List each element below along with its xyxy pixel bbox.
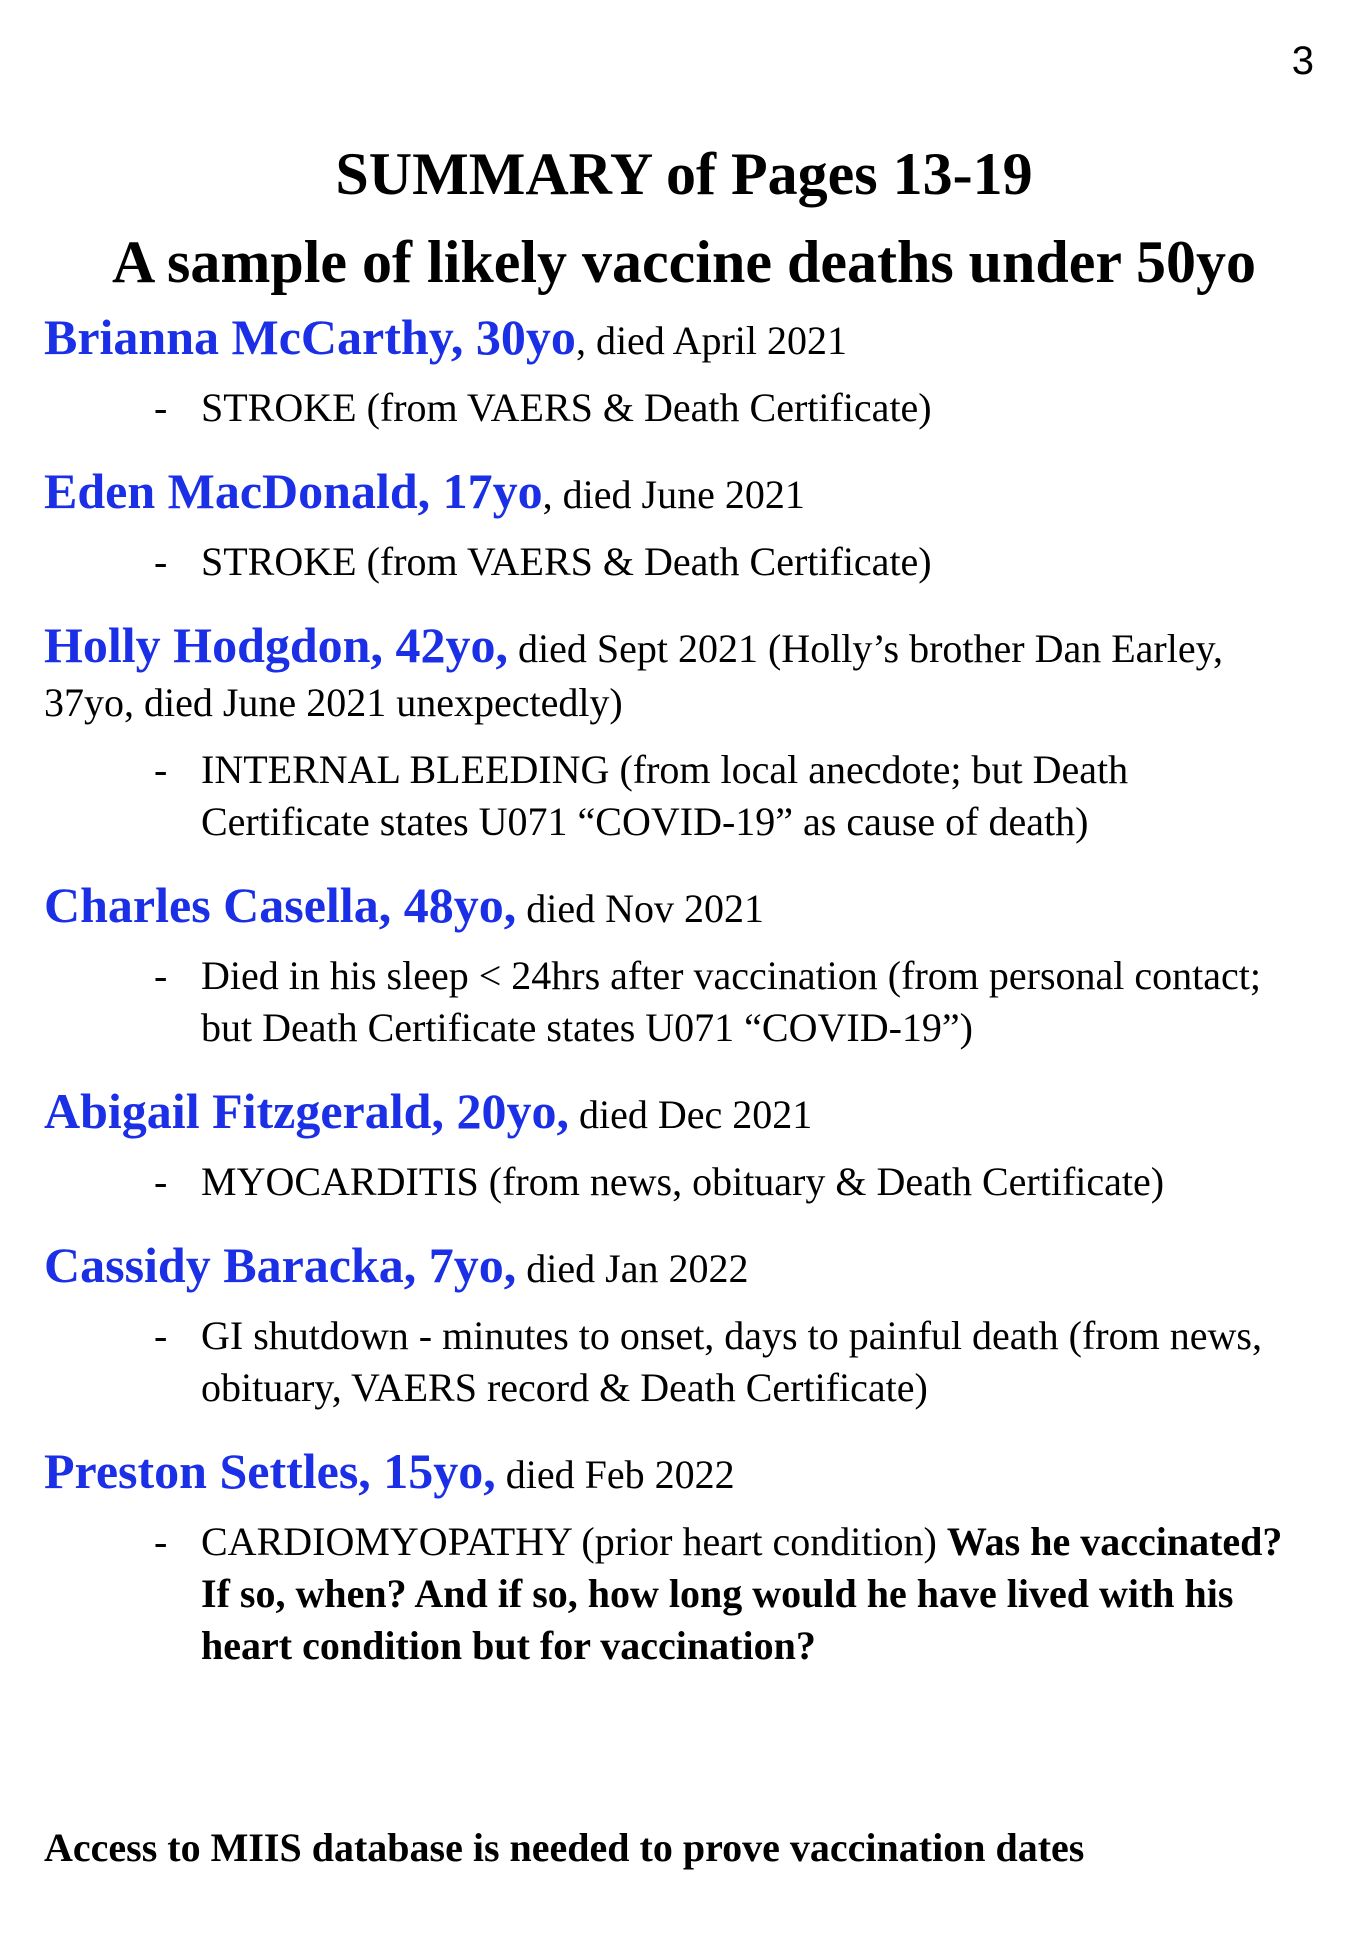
person-name: Holly Hodgdon, 42yo,	[44, 617, 508, 673]
list-item	[44, 1238, 1344, 1414]
list-item	[44, 1084, 1344, 1208]
person-name: Brianna McCarthy, 30yo	[44, 309, 576, 365]
cause-question: Was he vaccinated? If so, when? And if so, how long would he have lived with his heart condition but for vaccination?	[201, 1519, 1283, 1668]
page-number: 3	[1291, 39, 1314, 83]
person-name: Cassidy Baracka, 7yo,	[44, 1237, 517, 1293]
list-item	[44, 464, 1344, 588]
entry-heading	[44, 1084, 1344, 1142]
death-date: died Dec 2021	[568, 1092, 813, 1137]
cause-of-death	[44, 1156, 1296, 1208]
cause-text: INTERNAL BLEEDING (from local anecdote; but Death Certificate states U071 “COVID-19” as cause of death)	[201, 747, 1129, 844]
cause-of-death	[44, 744, 1296, 848]
death-date: died Jan 2022	[516, 1246, 749, 1291]
cause-text: Died in his sleep < 24hrs after vaccination (from personal contact; but Death Certificate states U071 “COVID-19”)	[201, 953, 1261, 1050]
entry-continuation: 37yo, died June 2021 unexpectedly)	[44, 680, 623, 725]
person-name: Preston Settles, 15yo,	[44, 1443, 496, 1499]
cause-of-death	[44, 536, 1296, 588]
person-name: Eden MacDonald, 17yo	[44, 463, 543, 519]
cause-text: CARDIOMYOPATHY (prior heart condition)	[201, 1519, 947, 1564]
cause-of-death	[44, 382, 1296, 434]
entry-heading	[44, 618, 1344, 730]
cause-text: STROKE (from VAERS & Death Certificate)	[201, 539, 932, 584]
cause-text: STROKE (from VAERS & Death Certificate)	[201, 385, 932, 430]
entry-heading	[44, 464, 1344, 522]
entry-heading	[44, 878, 1344, 936]
list-item	[44, 878, 1344, 1054]
cause-of-death	[44, 1516, 1296, 1672]
page-title	[0, 130, 1368, 306]
cause-text: MYOCARDITIS (from news, obituary & Death Certificate)	[201, 1159, 1165, 1204]
entry-heading	[44, 1238, 1344, 1296]
bullet-dash: -	[154, 385, 168, 430]
list-item	[44, 310, 1344, 434]
list-item	[44, 1444, 1344, 1672]
entry-list	[44, 310, 1344, 1672]
entry-heading	[44, 1444, 1344, 1502]
death-date: died Nov 2021	[516, 886, 764, 931]
list-item	[44, 618, 1344, 848]
bullet-dash: -	[154, 539, 168, 584]
bullet-dash: -	[154, 953, 168, 998]
death-date: , died April 2021	[575, 318, 848, 363]
title-line-1: SUMMARY of Pages 13-19	[335, 141, 1033, 207]
death-date: , died June 2021	[542, 472, 805, 517]
cause-text: GI shutdown - minutes to onset, days to painful death (from news, obituary, VAERS record & Death Certificate)	[201, 1313, 1262, 1410]
bullet-dash: -	[154, 1519, 168, 1564]
title-line-2: A sample of likely vaccine deaths under 50yo	[112, 229, 1256, 295]
footer-note: Access to MIIS database is needed to prove vaccination dates	[44, 1825, 1085, 1870]
cause-of-death	[44, 1310, 1296, 1414]
person-name: Abigail Fitzgerald, 20yo,	[44, 1083, 569, 1139]
bullet-dash: -	[154, 747, 168, 792]
entry-heading	[44, 310, 1344, 368]
death-date: died Sept 2021 (Holly’s brother Dan Earley,	[508, 626, 1224, 671]
death-date: died Feb 2022	[495, 1452, 735, 1497]
bullet-dash: -	[154, 1313, 168, 1358]
cause-of-death	[44, 950, 1296, 1054]
bullet-dash: -	[154, 1159, 168, 1204]
person-name: Charles Casella, 48yo,	[44, 877, 517, 933]
